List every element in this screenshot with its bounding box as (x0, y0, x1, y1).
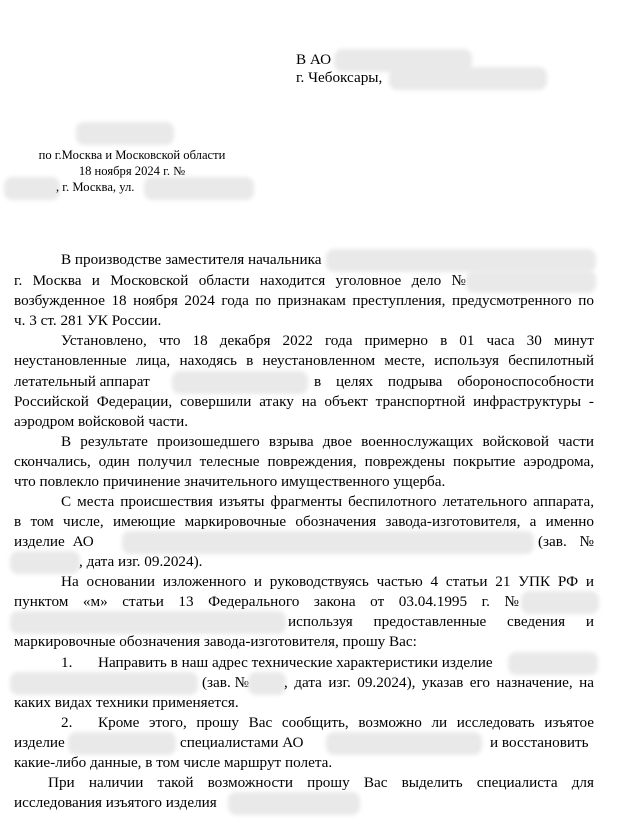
addressee-to: В АО (296, 51, 332, 68)
redacted-block (470, 274, 592, 289)
body-text-line: Кроме этого, прошу Вас сообщить, возможно ли исследовать изъятое (98, 714, 594, 731)
redacted-block (330, 253, 592, 268)
redacted-block (232, 796, 356, 811)
body-text-line: , дата изг. 09.2024). (79, 553, 203, 570)
redacted-block (252, 676, 282, 691)
list-number: 1. (61, 654, 73, 671)
sender-region: по г.Москва и Московской области (38, 148, 226, 162)
body-text-line: Российской Федерации, совершили атаку на объект транспортной инфраструктуры - (14, 393, 594, 410)
body-text-line: летательный аппарат (14, 373, 150, 390)
body-text-line: аэродром войсковой части. (14, 413, 189, 430)
body-text-line: В результате произошедшего взрыва двое военнослужащих войсковой части (61, 433, 594, 450)
body-text-line: На основании изложенного и руководствуясь частью 4 статьи 21 УПК РФ и (61, 573, 594, 590)
redacted-block (330, 736, 478, 751)
body-text-line: изделие (14, 734, 65, 751)
redacted-block (80, 126, 170, 141)
body-text-line: возбужденное 18 ноября 2024 года по признакам преступления, предусмотренного по (14, 292, 594, 309)
body-text-line: в целях подрыва обороноспособности (314, 373, 594, 390)
redacted-block (512, 656, 594, 671)
addressee-line-1 (296, 51, 331, 69)
sender-date-number: 18 ноября 2024 г. № (78, 164, 186, 178)
sender-address: , г. Москва, ул. (56, 180, 135, 194)
body-text-line: используя предоставленные сведения и (288, 613, 594, 630)
body-text-line: маркировочные обозначения завода-изготовителя, прошу Вас: (14, 633, 417, 650)
list-number: 2. (61, 714, 73, 731)
body-text-line: В производстве заместителя начальника (61, 251, 322, 268)
body-text-line: изделие АО (14, 533, 94, 550)
body-text-line: скончались, один получил телесные повреждения, повреждены покрытие аэродрома, (14, 453, 594, 470)
body-text-line: (зав. № (202, 674, 250, 691)
redacted-block (72, 736, 172, 751)
body-text-line: пунктом «м» статьи 13 Федерального закона от 03.04.1995 г. № (14, 593, 519, 610)
body-text-line: в том числе, имеющие маркировочные обозначения завода-изготовителя, а именно (14, 513, 594, 530)
body-text-line: каких видах техники применяется. (14, 694, 239, 711)
redacted-block (14, 676, 194, 691)
redacted-block (525, 595, 595, 610)
addressee-line-2: г. Чебоксары, (296, 69, 383, 86)
body-text-line: специалистами АО (180, 734, 304, 751)
body-text-line: г. Москва и Московской области находится уголовное дело № (14, 272, 466, 289)
body-text-line: исследования изъятого изделия (14, 794, 217, 811)
redacted-block (148, 181, 250, 196)
body-text-line: Установлено, что 18 декабря 2022 года примерно в 01 часа 30 минут (61, 332, 594, 349)
redacted-block (126, 535, 530, 550)
body-text-line: Направить в наш адрес технические характеристики изделие (98, 654, 493, 671)
body-text-line: (зав. № (538, 533, 594, 550)
body-text-line: и восстановить (490, 734, 589, 751)
body-text-line: , дата изг. 09.2024), указав его назначение, на (284, 674, 594, 691)
redacted-block (176, 375, 304, 390)
body-text-line: что повлекло причинение значительного имущественного ущерба. (14, 473, 446, 490)
redacted-block (338, 53, 468, 68)
body-text-line: С места происшествия изъяты фрагменты беспилотного летательного аппарата, (61, 493, 594, 510)
body-text-line: ч. 3 ст. 281 УК России. (14, 312, 162, 329)
body-text-line: неустановленные лица, находясь в неустановленном месте, используя беспилотный (14, 352, 594, 369)
redacted-block (14, 615, 282, 630)
redacted-block (8, 181, 56, 196)
body-text-line: какие-либо данные, в том числе маршрут полета. (14, 754, 333, 771)
redacted-block (14, 555, 76, 570)
body-text-line: При наличии такой возможности прошу Вас выделить специалиста для (48, 774, 594, 791)
redacted-block (393, 71, 543, 86)
